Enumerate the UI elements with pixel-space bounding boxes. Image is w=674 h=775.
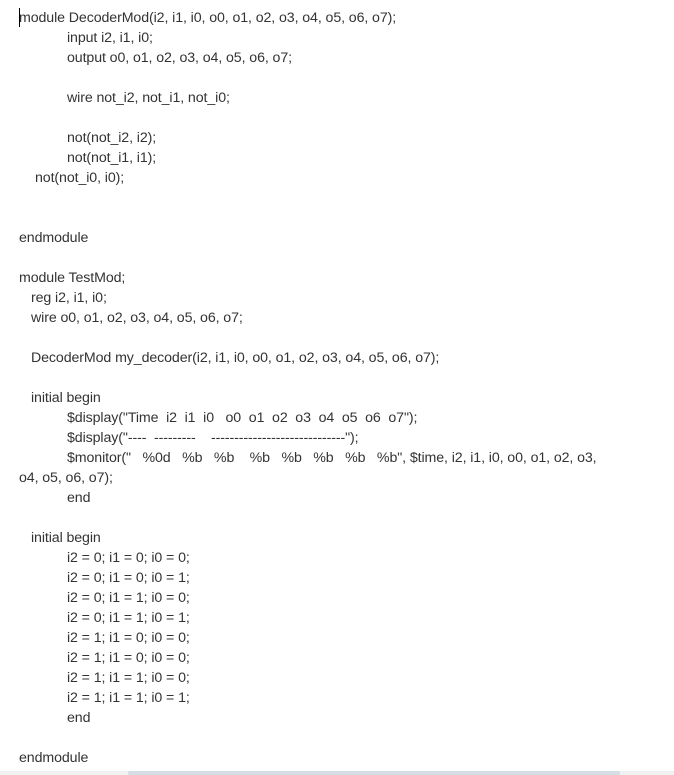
code-line[interactable]: initial begin xyxy=(31,390,101,406)
code-line[interactable]: end xyxy=(67,710,91,726)
code-line[interactable]: not(not_i1, i1); xyxy=(67,150,157,166)
code-line[interactable]: wire o0, o1, o2, o3, o4, o5, o6, o7; xyxy=(31,310,243,326)
code-line[interactable]: output o0, o1, o2, o3, o4, o5, o6, o7; xyxy=(67,50,292,66)
code-line[interactable]: endmodule xyxy=(19,750,89,766)
code-line[interactable]: module TestMod; xyxy=(19,270,126,286)
code-line[interactable]: DecoderMod my_decoder(i2, i1, i0, o0, o1, o2, o3, o4, o5, o6, o7); xyxy=(31,350,440,366)
code-line[interactable]: not(not_i0, i0); xyxy=(35,170,125,186)
code-line[interactable]: i2 = 0; i1 = 1; i0 = 1; xyxy=(67,610,190,626)
code-line[interactable]: o4, o5, o6, o7); xyxy=(19,470,113,486)
code-line[interactable]: wire not_i2, not_i1, not_i0; xyxy=(67,90,230,106)
code-line[interactable]: i2 = 1; i1 = 0; i0 = 0; xyxy=(67,630,190,646)
code-line[interactable]: module DecoderMod(i2, i1, i0, o0, o1, o2, o3, o4, o5, o6, o7); xyxy=(19,10,397,26)
code-line[interactable]: i2 = 0; i1 = 0; i0 = 0; xyxy=(67,550,190,566)
code-line[interactable]: i2 = 1; i1 = 0; i0 = 0; xyxy=(67,650,190,666)
code-line[interactable]: i2 = 0; i1 = 1; i0 = 0; xyxy=(67,590,190,606)
code-line[interactable]: endmodule xyxy=(19,230,89,246)
code-line[interactable]: $display("---- --------- -----------------------------"); xyxy=(67,430,359,446)
horizontal-scrollbar[interactable] xyxy=(0,771,674,775)
code-line[interactable]: i2 = 0; i1 = 0; i0 = 1; xyxy=(67,570,190,586)
code-line[interactable]: $monitor(" %0d %b %b %b %b %b %b %b", $time, i2, i1, i0, o0, o1, o2, o3, xyxy=(67,450,597,466)
code-line[interactable]: not(not_i2, i2); xyxy=(67,130,157,146)
code-line[interactable]: initial begin xyxy=(31,530,101,546)
scrollbar-thumb[interactable] xyxy=(128,771,620,775)
code-line[interactable]: $display("Time i2 i1 i0 o0 o1 o2 o3 o4 o5 o6 o7"); xyxy=(67,410,418,426)
code-line[interactable]: reg i2, i1, i0; xyxy=(31,290,107,306)
code-line[interactable]: i2 = 1; i1 = 1; i0 = 1; xyxy=(67,690,190,706)
code-line[interactable]: input i2, i1, i0; xyxy=(67,30,153,46)
code-line[interactable]: end xyxy=(67,490,91,506)
code-line[interactable]: i2 = 1; i1 = 1; i0 = 0; xyxy=(67,670,190,686)
